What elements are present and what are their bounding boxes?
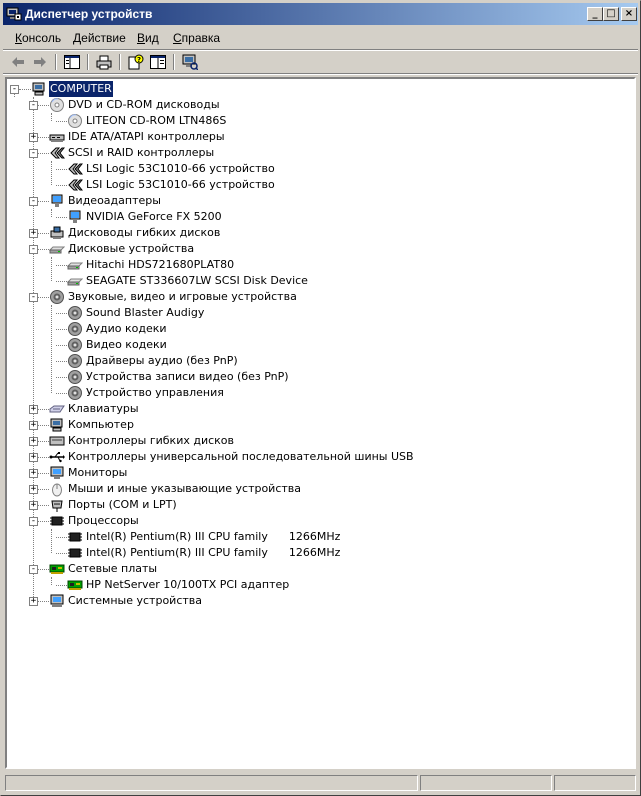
display-adapter-icon (49, 193, 65, 209)
show-hide-tree-button[interactable] (63, 53, 81, 71)
status-bar (3, 773, 638, 793)
tree-connector (56, 537, 67, 538)
tree-item-label: Компьютер (68, 418, 134, 431)
usb-icon (49, 449, 65, 465)
tree-item-label: DVD и CD-ROM дисководы (68, 98, 220, 111)
status-pane-main (5, 775, 418, 791)
view-pane-icon (150, 55, 166, 69)
tree-connector (56, 281, 67, 282)
collapse-toggle[interactable]: - (30, 196, 37, 206)
tree-connector (56, 265, 67, 266)
tree-connector (56, 377, 67, 378)
tree-item-label: LITEON CD-ROM LTN486S (86, 114, 227, 127)
sound-icon (67, 321, 83, 337)
svg-text:?: ? (137, 56, 142, 64)
menu-view-accel: В (137, 31, 146, 45)
menu-help[interactable] (170, 30, 223, 46)
monitor-icon (49, 465, 65, 481)
tree-item-label: HP NetServer 10/100TX PCI адаптер (86, 578, 290, 591)
tree-item-label: Hitachi HDS721680PLAT80 (86, 258, 235, 271)
properties-button[interactable] (127, 53, 145, 71)
floppy-controller-icon (49, 433, 65, 449)
tree-connector (51, 161, 52, 185)
tree-item-label: Intel(R) Pentium(R) III CPU family 1266MHz (86, 530, 341, 543)
system-device-icon (49, 593, 65, 609)
tree-item-label: Порты (COM и LPT) (68, 498, 177, 511)
collapse-toggle[interactable]: - (11, 84, 18, 94)
tree-connector (51, 305, 52, 393)
tree-connector (56, 361, 67, 362)
toolbar-separator (55, 54, 57, 70)
console-tree-icon (64, 55, 80, 69)
forward-button[interactable] (31, 53, 49, 71)
tree-connector (38, 409, 49, 410)
menu-action-accel: Д (73, 31, 82, 45)
display-adapter-icon (67, 209, 83, 225)
scsi-icon (67, 161, 83, 177)
device-tree-pane[interactable] (5, 77, 636, 769)
tree-connector (38, 505, 49, 506)
toolbar (3, 51, 638, 73)
tree-item-label: Дисковые устройства (68, 242, 195, 255)
cdrom-icon (49, 97, 65, 113)
view-button[interactable] (149, 53, 167, 71)
tree-connector (38, 201, 49, 202)
tree-connector (38, 105, 49, 106)
maximize-button[interactable]: □ (603, 7, 619, 21)
menu-console-accel: К (15, 31, 22, 45)
computer-icon (49, 417, 65, 433)
tree-item-label: Дисководы гибких дисков (68, 226, 221, 239)
tree-item-label: Видеоадаптеры (68, 194, 161, 207)
printer-icon (96, 55, 112, 70)
tree-connector (56, 345, 67, 346)
back-button[interactable] (9, 53, 27, 71)
tree-connector (38, 249, 49, 250)
processor-icon (67, 545, 83, 561)
disk-drive-icon (67, 257, 83, 273)
menu-view-label: ид (145, 31, 159, 45)
tree-connector (56, 169, 67, 170)
keyboard-icon (49, 401, 65, 417)
menu-bar (3, 27, 638, 49)
expand-toggle[interactable]: + (30, 404, 37, 414)
sound-icon (67, 337, 83, 353)
tree-connector (56, 313, 67, 314)
collapse-toggle[interactable]: - (30, 516, 37, 526)
tree-item-label: Процессоры (68, 514, 139, 527)
expand-toggle[interactable]: + (30, 468, 37, 478)
expand-toggle[interactable]: + (30, 132, 37, 142)
scan-hardware-icon (182, 54, 198, 70)
tree-item-label: IDE ATA/ATAPI контроллеры (68, 130, 225, 143)
tree-item-label: LSI Logic 53C1010-66 устройство (86, 178, 275, 191)
tree-item-label: Устройство управления (86, 386, 224, 399)
tree-item-label: Аудио кодеки (86, 322, 167, 335)
status-pane-3 (554, 775, 636, 791)
tree-connector (38, 601, 49, 602)
help-properties-icon (128, 54, 144, 70)
expand-toggle[interactable]: + (30, 596, 37, 606)
collapse-toggle[interactable]: - (30, 564, 37, 574)
sound-icon (67, 305, 83, 321)
scsi-icon (67, 177, 83, 193)
tree-connector (38, 297, 49, 298)
port-icon (49, 497, 65, 513)
tree-connector (38, 153, 49, 154)
computer-icon (31, 81, 47, 97)
toolbar-separator (87, 54, 89, 70)
tree-connector (38, 441, 49, 442)
tree-connector (56, 217, 67, 218)
network-card-icon (49, 561, 65, 577)
tree-connector (51, 577, 52, 585)
device-tree (7, 79, 634, 767)
tree-item-label: Системные устройства (68, 594, 202, 607)
menu-console-label: онсоль (22, 31, 62, 45)
sound-icon (67, 385, 83, 401)
tree-connector (51, 257, 52, 281)
disk-drive-icon (67, 273, 83, 289)
tree-item-label: COMPUTER (50, 82, 112, 95)
tree-connector (14, 94, 15, 97)
tree-connector (51, 113, 52, 121)
print-button[interactable] (95, 53, 113, 71)
expand-toggle[interactable]: + (30, 420, 37, 430)
collapse-toggle[interactable]: - (30, 100, 37, 110)
tree-connector (38, 521, 49, 522)
menu-help-label: правка (181, 31, 221, 45)
scsi-icon (49, 145, 65, 161)
tree-connector (51, 209, 52, 217)
tree-connector (51, 529, 52, 553)
tree-item-label: Контроллеры универсальной последовательной шины USB (68, 450, 414, 463)
minimize-button[interactable]: _ (587, 7, 603, 21)
tree-item-label: Видео кодеки (86, 338, 167, 351)
tree-item-label: Sound Blaster Audigy (86, 306, 205, 319)
tree-connector (38, 233, 49, 234)
disk-drive-icon (49, 241, 65, 257)
tree-item-label: Intel(R) Pentium(R) III CPU family 1266MHz (86, 546, 341, 559)
tree-item-label: Устройства записи видео (без PnP) (86, 370, 289, 383)
collapse-toggle[interactable]: - (30, 244, 37, 254)
expand-toggle[interactable]: + (30, 436, 37, 446)
expand-toggle[interactable]: + (30, 228, 37, 238)
status-pane-2 (420, 775, 552, 791)
expand-toggle[interactable]: + (30, 484, 37, 494)
ide-controller-icon (49, 129, 65, 145)
toolbar-separator (173, 54, 175, 70)
tree-item-label: Мониторы (68, 466, 128, 479)
tree-connector (38, 489, 49, 490)
tree-item-label: LSI Logic 53C1010-66 устройство (86, 162, 275, 175)
tree-item-label: Мыши и иные указывающие устройства (68, 482, 302, 495)
tree-connector (56, 329, 67, 330)
menu-action[interactable] (70, 30, 129, 46)
tree-item-label: Драйверы аудио (без PnP) (86, 354, 238, 367)
tree-connector (56, 553, 67, 554)
processor-icon (49, 513, 65, 529)
tree-item-label: Клавиатуры (68, 402, 139, 415)
tree-connector (56, 585, 67, 586)
device-manager-icon (6, 6, 22, 22)
sound-icon (49, 289, 65, 305)
menu-console[interactable] (12, 30, 64, 46)
tree-connector (38, 569, 49, 570)
tree-item-label: Контроллеры гибких дисков (68, 434, 235, 447)
sound-icon (67, 369, 83, 385)
mouse-icon (49, 481, 65, 497)
tree-connector (56, 185, 67, 186)
tree-item-label: NVIDIA GeForce FX 5200 (86, 210, 222, 223)
tree-connector (38, 137, 49, 138)
window-title: Диспетчер устройств (25, 7, 153, 21)
tree-item-label: Звуковые, видео и игровые устройства (68, 290, 297, 303)
toolbar-bottom-separator (3, 73, 638, 75)
tree-connector (56, 121, 67, 122)
scan-hardware-button[interactable] (181, 53, 199, 71)
tree-item-label: Сетевые платы (68, 562, 158, 575)
arrow-right-icon (33, 56, 47, 68)
tree-connector (38, 473, 49, 474)
menu-view[interactable] (134, 30, 162, 46)
arrow-left-icon (11, 56, 25, 68)
expand-toggle[interactable]: + (30, 452, 37, 462)
tree-connector (38, 457, 49, 458)
expand-toggle[interactable]: + (30, 500, 37, 510)
tree-connector (38, 425, 49, 426)
tree-item-label: SCSI и RAID контроллеры (68, 146, 215, 159)
collapse-toggle[interactable]: - (30, 148, 37, 158)
menu-action-label: ействие (81, 31, 126, 45)
processor-icon (67, 529, 83, 545)
cdrom-icon (67, 113, 83, 129)
tree-item-label: SEAGATE ST336607LW SCSI Disk Device (86, 274, 308, 287)
floppy-icon (49, 225, 65, 241)
collapse-toggle[interactable]: - (30, 292, 37, 302)
title-bar[interactable] (3, 3, 638, 25)
tree-connector (19, 89, 31, 90)
tree-connector (56, 393, 67, 394)
sound-icon (67, 353, 83, 369)
menu-help-accel: С (173, 31, 182, 45)
close-button[interactable]: × (621, 7, 637, 21)
network-card-icon (67, 577, 83, 593)
toolbar-separator (119, 54, 121, 70)
